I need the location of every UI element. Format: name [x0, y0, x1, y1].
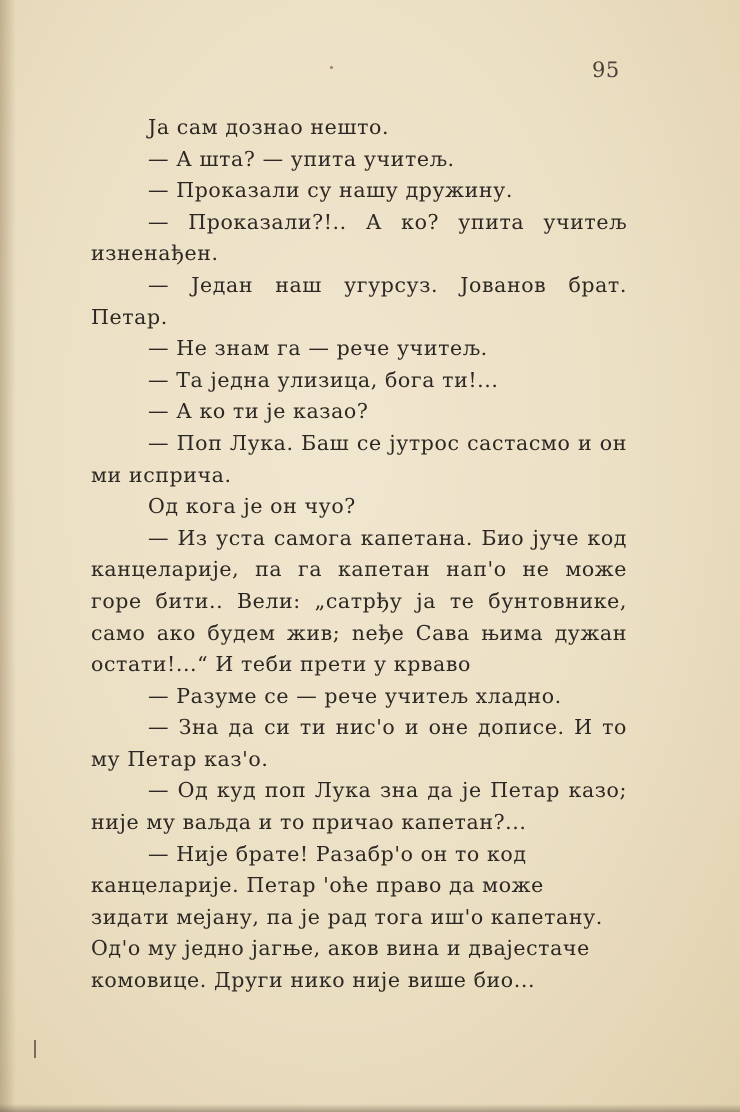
paragraph: — А шта? — упита учитељ.: [148, 146, 455, 171]
paragraph: — Не знам га — рече учитељ.: [148, 336, 488, 361]
paragraph: — Од куд поп Лука зна да је Петар казо; није му ваљда и то причао капетан?...: [91, 778, 627, 835]
margin-mark: [34, 1040, 36, 1058]
paragraph: — Зна да си ти нис'о и оне дописе. И то му Петар каз'о.: [91, 715, 627, 771]
body-text: [91, 112, 627, 997]
paragraph: — А ко ти је казао?: [148, 399, 369, 424]
paragraph: — Та једна улизица, бога ти!...: [148, 367, 499, 392]
page-number: 95: [592, 58, 620, 82]
paragraph: — Проказали су нашу дружину.: [148, 178, 513, 203]
paragraph: — Разуме се — рече учитељ хладно.: [148, 683, 562, 708]
paragraph: Од кога је он чуо?: [148, 494, 356, 519]
page-gutter-shadow: [0, 0, 16, 1112]
paragraph: — Поп Лука. Баш се јутрос састасмо и он ми исприча.: [91, 430, 627, 487]
paragraph: Ја сам дознао нешто.: [148, 115, 390, 139]
paragraph: — Један наш угурсуз. Јованов брат. Петар.: [91, 272, 627, 329]
paragraph: — Из уста самога капетана. Био јуче код канцеларије, па га капетан нап'о не може горе бити.. Вели: „сатрђу ја те бунтовнике, само ако будем жив; neђе Сава њима дужан остати!...“ И теби прети у крваво: [91, 525, 627, 677]
paragraph: — Није брате! Разабр'о он то код канцеларије. Петар 'оће право да може зидати мејану, па је рад тога иш'о капетану. Од'о му једно јагње, аков вина и двајестаче комовице. Други нико није више био...: [91, 841, 603, 993]
paragraph: — Проказали?!.. А ко? упита учитељ изненађен.: [91, 209, 627, 266]
paper-speck: [330, 66, 333, 69]
page-bottom-edge: [0, 1104, 740, 1112]
